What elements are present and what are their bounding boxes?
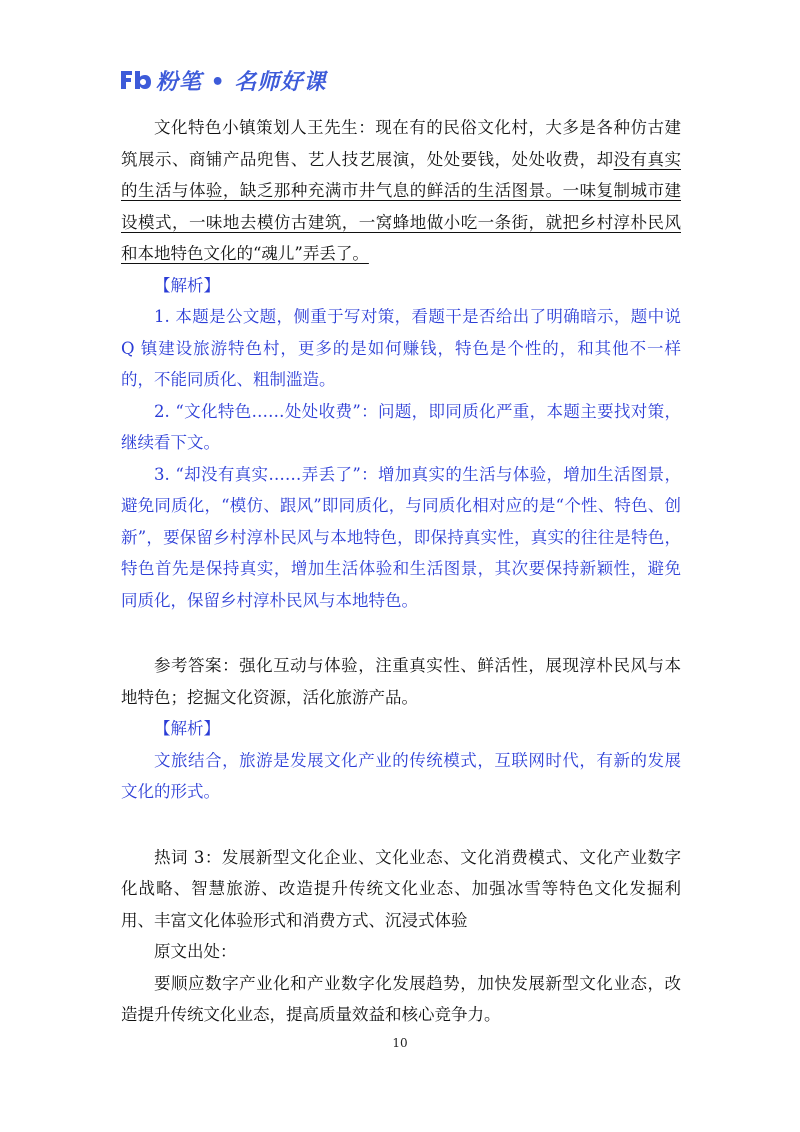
analysis-point-3: 3. “却没有真实……弄丢了”：增加真实的生活与体验，增加生活图景，避免同质化，“模仿、跟风”即同质化，与同质化相对应的是“个性、特色、创新”，要保留乡村淳朴民风与本地特色，即保持真实性，真实的往往是特色，特色首先是保持真实，增加生活体验和生活图景，其次要保持新颖性，避免同质化，保留乡村淳朴民风与本地特色。 bbox=[121, 464, 681, 610]
spacer bbox=[121, 808, 681, 842]
analysis-point-1: 1. 本题是公文题，侧重于写对策，看题干是否给出了明确暗示，题中说 Q 镇建设旅游特色村，更多的是如何赚钱，特色是个性的，和其他不一样的，不能同质化、粗制滥造。 bbox=[121, 307, 681, 389]
analysis-label: 【解析】 bbox=[154, 275, 220, 295]
material-underlined-text: 没有真实的生活与体验，缺乏那种充满市井气息的鲜活的生活图景。一味复制城市建设模式，一味地去模仿古建筑，一窝蜂地做小吃一条街，就把乡村淳朴民风和本地特色文化的“魂儿”弄丢了。 bbox=[121, 149, 681, 263]
analysis-point-4: 文旅结合，旅游是发展文化产业的传统模式，互联网时代，有新的发展文化的形式。 bbox=[121, 750, 681, 801]
material-paragraph bbox=[121, 112, 681, 270]
brand-title: 粉笔 • 名师好课 bbox=[156, 69, 327, 95]
document-body bbox=[121, 112, 681, 1031]
hotword-paragraph: 热词 3：发展新型文化企业、文化业态、文化消费模式、文化产业数字化战略、智慧旅游、改造提升传统文化业态、加强冰雪等特色文化发掘利用、丰富文化体验形式和消费方式、沉浸式体验 bbox=[121, 847, 681, 930]
source-label: 原文出处： bbox=[154, 942, 237, 961]
brand-header bbox=[118, 62, 326, 98]
analysis-point-2: 2. “文化特色……处处收费”：问题，即同质化严重，本题主要找对策，继续看下文。 bbox=[121, 401, 681, 452]
analysis-label: 【解析】 bbox=[154, 719, 220, 738]
page-number: 10 bbox=[392, 1036, 408, 1050]
reference-answer: 参考答案：强化互动与体验，注重真实性、鲜活性，展现淳朴民风与本地特色；挖掘文化资源，活化旅游产品。 bbox=[121, 656, 681, 707]
source-text: 要顺应数字产业化和产业数字化发展趋势，加快发展新型文化业态，改造提升传统文化业态，提高质量效益和核心竞争力。 bbox=[121, 973, 681, 1024]
material-text: 文化特色小镇策划人王先生：现在有的民俗文化村，大多是各种仿古建筑展示、商铺产品兜售、艺人技艺展演，处处要钱，处处收费，却 bbox=[121, 118, 681, 169]
spacer bbox=[121, 616, 681, 650]
fenbi-logo-icon bbox=[118, 67, 152, 93]
